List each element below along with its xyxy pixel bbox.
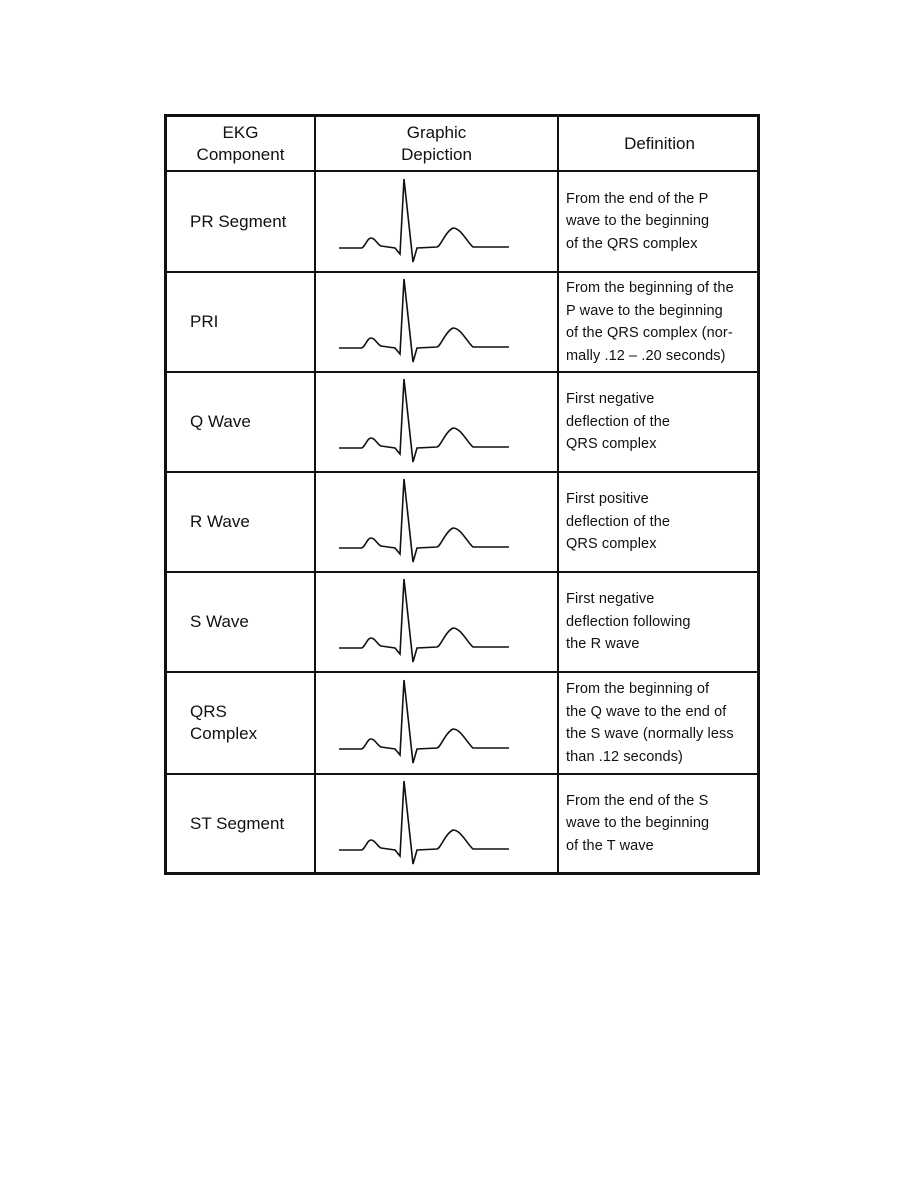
table-row: [167, 573, 757, 673]
graphic-cell: [316, 775, 559, 872]
graphic-cell: [316, 172, 559, 271]
definition-cell: [559, 673, 760, 773]
ekg-waveform-graphic: [337, 476, 537, 568]
ekg-waveform-graphic: [337, 176, 537, 268]
definition-text: From the end of the P wave to the beginning of the QRS complex: [566, 190, 710, 252]
definition-cell: [559, 775, 760, 872]
component-name: S Wave: [190, 612, 249, 631]
table-row: [167, 673, 757, 775]
ekg-waveform-graphic: [337, 376, 537, 468]
graphic-cell: [316, 673, 559, 773]
table-row: [167, 473, 757, 573]
header-definition-label: Definition: [624, 133, 695, 153]
definition-cell: [559, 172, 760, 271]
definition-cell: [559, 573, 760, 671]
definition-cell: [559, 473, 760, 571]
component-name: PRI: [190, 312, 219, 331]
ekg-trace-line: [339, 479, 509, 562]
definition-text: From the beginning of the Q wave to the end of the S wave (normally less than .12 seconds): [566, 681, 734, 765]
component-cell: [167, 673, 316, 773]
graphic-cell: [316, 373, 559, 471]
ekg-waveform-graphic: [337, 778, 537, 870]
component-cell: [167, 573, 316, 671]
table-row: [167, 273, 757, 373]
graphic-cell: [316, 473, 559, 571]
definition-cell: [559, 373, 760, 471]
ekg-trace-line: [339, 379, 509, 462]
ekg-components-table: [164, 114, 760, 875]
component-name: ST Segment: [190, 813, 285, 833]
graphic-cell: [316, 273, 559, 371]
ekg-trace-line: [339, 279, 509, 362]
ekg-waveform-graphic: [337, 576, 537, 668]
header-cell-definition: [559, 117, 760, 170]
component-name: Q Wave: [190, 412, 251, 431]
header-cell-component: [167, 117, 316, 170]
table-row: [167, 373, 757, 473]
component-cell: [167, 172, 316, 271]
table-header-row: [167, 117, 757, 172]
definition-text: First positive deflection of the QRS complex: [566, 491, 671, 553]
ekg-waveform-graphic: [337, 677, 537, 769]
definition-text: First negative deflection of the QRS complex: [566, 391, 671, 453]
component-name: R Wave: [190, 512, 250, 531]
header-component-label: EKG Component: [196, 122, 285, 164]
graphic-cell: [316, 573, 559, 671]
table-row: [167, 172, 757, 273]
ekg-trace-line: [339, 179, 509, 262]
component-cell: [167, 775, 316, 872]
definition-text: From the end of the S wave to the beginning of the T wave: [566, 792, 710, 854]
component-name: QRS Complex: [190, 702, 258, 743]
component-cell: [167, 373, 316, 471]
header-cell-graphic: [316, 117, 559, 170]
ekg-waveform-graphic: [337, 276, 537, 368]
component-name: PR Segment: [190, 211, 287, 231]
ekg-trace-line: [339, 781, 509, 864]
component-cell: [167, 473, 316, 571]
table-row: [167, 775, 757, 872]
definition-text: First negative deflection following the R wave: [566, 591, 691, 653]
ekg-trace-line: [339, 579, 509, 662]
definition-cell: [559, 273, 760, 371]
ekg-trace-line: [339, 680, 509, 763]
header-graphic-label: Graphic Depiction: [401, 122, 472, 164]
component-cell: [167, 273, 316, 371]
definition-text: From the beginning of the P wave to the beginning of the QRS complex (nor- mally .12 – .20 seconds): [566, 280, 734, 364]
